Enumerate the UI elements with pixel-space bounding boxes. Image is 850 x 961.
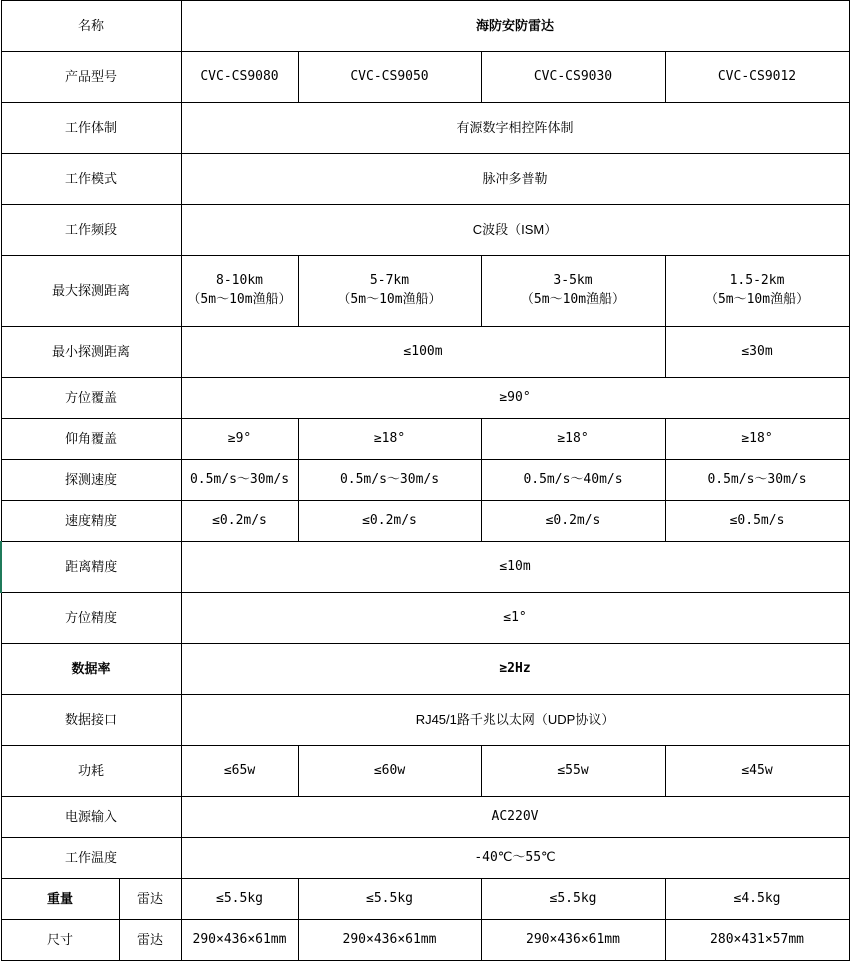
row-label-data-interface: 数据接口 (1, 695, 181, 746)
table-row (1, 695, 849, 746)
cell-model-3: CVC-CS9030 (481, 52, 665, 103)
row-label-azimuth-coverage: 方位覆盖 (1, 378, 181, 419)
table-row (1, 879, 849, 920)
cell-min-range-2: ≤30m (665, 327, 849, 378)
table-row (1, 593, 849, 644)
cell-detect-speed-4: 0.5m/s～30m/s (665, 460, 849, 501)
cell-power-3: ≤55w (481, 746, 665, 797)
cell-power-2: ≤60w (298, 746, 481, 797)
row-value-azimuth-accuracy: ≤1° (181, 593, 849, 644)
cell-elevation-4: ≥18° (665, 419, 849, 460)
cell-elevation-1: ≥9° (181, 419, 298, 460)
cell-size-3: 290×436×61mm (481, 920, 665, 961)
row-label-range-accuracy: 距离精度 (1, 542, 181, 593)
row-value-power-input: AC220V (181, 797, 849, 838)
cell-max-range-4 (665, 256, 849, 327)
cell-power-4: ≤45w (665, 746, 849, 797)
cell-weight-1: ≤5.5kg (181, 879, 298, 920)
cell-max-range-1 (181, 256, 298, 327)
table-row (1, 920, 849, 961)
row-value-operating-temp: -40℃～55℃ (181, 838, 849, 879)
row-value-system: 有源数字相控阵体制 (181, 103, 849, 154)
row-label-data-rate: 数据率 (1, 644, 181, 695)
row-sublabel-weight-radar: 雷达 (119, 879, 181, 920)
row-label-mode: 工作模式 (1, 154, 181, 205)
cell-max-range-3-line2: （5m～10m渔船） (520, 292, 626, 307)
table-row (1, 1, 849, 52)
row-value-data-interface: RJ45/1路千兆以太网（UDP协议） (181, 695, 849, 746)
row-label-operating-temp: 工作温度 (1, 838, 181, 879)
cell-elevation-3: ≥18° (481, 419, 665, 460)
row-value-band: C波段（ISM） (181, 205, 849, 256)
cell-model-1: CVC-CS9080 (181, 52, 298, 103)
cell-detect-speed-3: 0.5m/s～40m/s (481, 460, 665, 501)
table-row (1, 797, 849, 838)
cell-size-1: 290×436×61mm (181, 920, 298, 961)
row-value-mode: 脉冲多普勒 (181, 154, 849, 205)
cell-max-range-4-line2: （5m～10m渔船） (704, 292, 810, 307)
cell-weight-3: ≤5.5kg (481, 879, 665, 920)
spec-table-body (1, 1, 849, 961)
cell-max-range-4-line1: 1.5-2km (729, 273, 785, 289)
row-label-model: 产品型号 (1, 52, 181, 103)
table-row (1, 256, 849, 327)
cell-model-4: CVC-CS9012 (665, 52, 849, 103)
row-label-elevation-coverage: 仰角覆盖 (1, 419, 181, 460)
cell-max-range-2 (298, 256, 481, 327)
cell-model-2: CVC-CS9050 (298, 52, 481, 103)
cell-weight-2: ≤5.5kg (298, 879, 481, 920)
cell-max-range-3-line1: 3-5km (553, 273, 593, 289)
cell-max-range-3 (481, 256, 665, 327)
row-label-name: 名称 (1, 1, 181, 52)
cell-speed-accuracy-1: ≤0.2m/s (181, 501, 298, 542)
cell-speed-accuracy-4: ≤0.5m/s (665, 501, 849, 542)
table-row (1, 838, 849, 879)
row-label-power-input: 电源输入 (1, 797, 181, 838)
cell-speed-accuracy-2: ≤0.2m/s (298, 501, 481, 542)
row-label-power-consumption: 功耗 (1, 746, 181, 797)
table-row (1, 205, 849, 256)
row-value-azimuth-coverage: ≥90° (181, 378, 849, 419)
row-label-min-range: 最小探测距离 (1, 327, 181, 378)
cell-size-4: 280×431×57mm (665, 920, 849, 961)
table-row (1, 542, 849, 593)
cell-max-range-1-line2: （5m～10m渔船） (187, 292, 292, 307)
table-row (1, 103, 849, 154)
row-label-band: 工作频段 (1, 205, 181, 256)
cell-min-range-1: ≤100m (181, 327, 665, 378)
row-label-max-range: 最大探测距离 (1, 256, 181, 327)
table-row (1, 644, 849, 695)
table-row (1, 327, 849, 378)
row-value-data-rate: ≥2Hz (181, 644, 849, 695)
cell-max-range-2-line1: 5-7km (369, 273, 410, 289)
row-label-azimuth-accuracy: 方位精度 (1, 593, 181, 644)
table-row (1, 746, 849, 797)
cell-weight-4: ≤4.5kg (665, 879, 849, 920)
row-label-system: 工作体制 (1, 103, 181, 154)
row-label-speed-accuracy: 速度精度 (1, 501, 181, 542)
table-row (1, 501, 849, 542)
table-row (1, 52, 849, 103)
cell-power-1: ≤65w (181, 746, 298, 797)
table-row (1, 460, 849, 501)
row-value-name: 海防安防雷达 (181, 1, 849, 52)
table-row (1, 154, 849, 205)
cell-speed-accuracy-3: ≤0.2m/s (481, 501, 665, 542)
row-label-detect-speed: 探测速度 (1, 460, 181, 501)
table-row (1, 419, 849, 460)
cell-size-2: 290×436×61mm (298, 920, 481, 961)
cell-elevation-2: ≥18° (298, 419, 481, 460)
cell-detect-speed-1: 0.5m/s～30m/s (181, 460, 298, 501)
row-value-range-accuracy: ≤10m (181, 542, 849, 593)
table-row (1, 378, 849, 419)
row-label-size: 尺寸 (1, 920, 119, 961)
cell-max-range-2-line2: （5m～10m渔船） (337, 292, 442, 307)
cell-detect-speed-2: 0.5m/s～30m/s (298, 460, 481, 501)
row-sublabel-size-radar: 雷达 (119, 920, 181, 961)
row-label-weight: 重量 (1, 879, 119, 920)
cell-max-range-1-line1: 8-10km (216, 273, 263, 289)
